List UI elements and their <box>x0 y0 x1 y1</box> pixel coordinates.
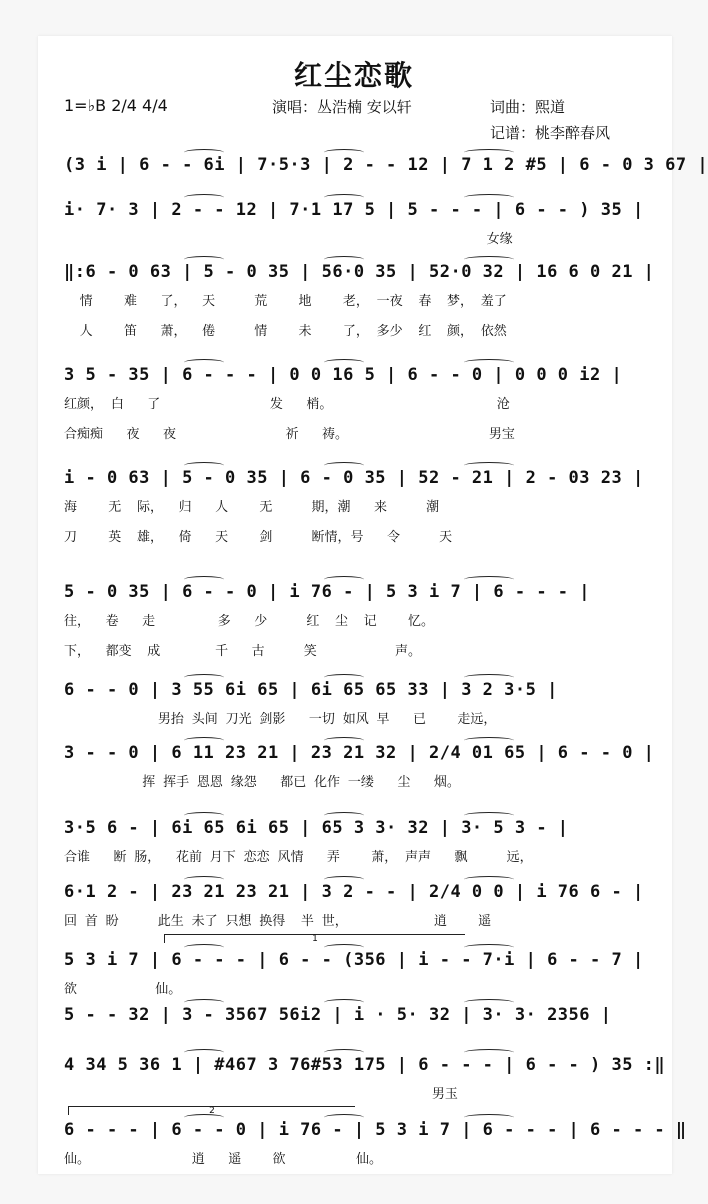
slur-arc <box>184 462 224 469</box>
notation: 3 - - 0 | 6 11 23 21 | 23 21 32 | 2/4 01 65 | 6 - - 0 | <box>64 743 655 763</box>
slur-arc <box>184 812 224 819</box>
slur-arc <box>324 999 364 1006</box>
notation: 5 3 i 7 | 6 - - - | 6 - - (356 | i - - 7·i | 6 - - 7 | <box>64 950 644 970</box>
slur-arc <box>464 1114 514 1121</box>
slur-arc <box>184 149 224 156</box>
slur-arc <box>464 359 514 366</box>
slur-arc <box>324 149 364 156</box>
slur-arc <box>464 462 514 469</box>
notation: 4 34 5 36 1 | #467 3 76#53 175 | 6 - - - | 6 - - ) 35 :‖ <box>64 1055 666 1075</box>
slur-arc <box>464 576 514 583</box>
slur-arc <box>184 576 224 583</box>
lyric-line: 挥 挥手 恩恩 缘怨 都已 化作 一缕 尘 烟。 <box>64 775 460 790</box>
slur-arc <box>464 1049 514 1056</box>
notation: 3·5 6 - | 6i 65 6i 65 | 65 3 3· 32 | 3· 5 3 - | <box>64 818 569 838</box>
slur-arc <box>464 812 514 819</box>
notation: 3 5 - 35 | 6 - - - | 0 0 16 5 | 6 - - 0 | 0 0 0 i2 | <box>64 365 623 385</box>
slur-arc <box>464 944 514 951</box>
slur-arc <box>324 462 364 469</box>
slur-arc <box>184 359 224 366</box>
slur-arc <box>464 194 514 201</box>
slur-arc <box>464 256 514 263</box>
slur-arc <box>464 149 514 156</box>
slur-arc <box>464 674 514 681</box>
key-signature: 1=♭B 2/4 4/4 <box>64 96 168 115</box>
slur-arc <box>324 737 364 744</box>
lyric-line: 女缘 <box>64 232 513 247</box>
lyric-line: 男抬 头间 刀光 剑影 一切 如风 早 已 走远， <box>64 712 497 727</box>
slur-arc <box>184 194 224 201</box>
notation: 6·1 2 - | 23 21 23 21 | 3 2 - - | 2/4 0 0 | i 76 6 - | <box>64 882 644 902</box>
notation: 6 - - 0 | 3 55 6i 65 | 6i 65 65 33 | 3 2 3·5 | <box>64 680 558 700</box>
volta-bracket-2: 2 <box>68 1106 355 1115</box>
slur-arc <box>464 737 514 744</box>
singers: 演唱：丛浩楠 安以轩 <box>272 98 412 116</box>
slur-arc <box>324 876 364 883</box>
lyric-line: 回 首 盼 此生 未了 只想 换得 半 世， 逍 遥 <box>64 914 492 929</box>
slur-arc <box>184 256 224 263</box>
notation: i· 7· 3 | 2 - - 12 | 7·1 17 5 | 5 - - - | 6 - - ) 35 | <box>64 200 644 220</box>
slur-arc <box>464 876 514 883</box>
slur-arc <box>324 1114 364 1121</box>
lyric-line: 合谁 断 肠， 花前 月下 恋恋 风情 弄 萧， 声声 飘 远， <box>64 850 533 865</box>
lyric-line: 男玉 <box>64 1087 458 1102</box>
lyric-line: 红颜， 白 了 发 梢。 沧 <box>64 397 510 412</box>
lyric-line: 海 无 际， 归 人 无 期，潮 来 潮 <box>64 500 440 515</box>
slur-arc <box>184 999 224 1006</box>
notation: ‖:6 - 0 63 | 5 - 0 35 | 56·0 35 | 52·0 32 | 16 6 0 21 | <box>64 262 655 282</box>
slur-arc <box>184 944 224 951</box>
slur-arc <box>464 999 514 1006</box>
transcriber: 记谱：桃李醉春风 <box>490 124 611 142</box>
lyric-line: 往， 卷 走 多 少 红 尘 记 忆。 <box>64 614 434 629</box>
volta-bracket-1: 1 <box>164 934 465 943</box>
lyric-line: 合痴痴 夜 夜 祈 祷。 男宝 <box>64 427 515 442</box>
lyric-line: 情 难 了， 天 荒 地 老， 一夜 春 梦， 羞了 <box>64 294 507 309</box>
slur-arc <box>324 194 364 201</box>
slur-arc <box>324 576 364 583</box>
notation: 5 - 0 35 | 6 - - 0 | i 76 - | 5 3 i 7 | 6 - - - | <box>64 582 591 602</box>
slur-arc <box>184 1114 224 1121</box>
slur-arc <box>184 1049 224 1056</box>
slur-arc <box>324 812 364 819</box>
slur-arc <box>184 737 224 744</box>
lyric-line: 刀 英 雄， 倚 天 剑 断情，号 令 天 <box>64 530 453 545</box>
notation: 6 - - - | 6 - - 0 | i 76 - | 5 3 i 7 | 6 - - - | 6 - - - ‖ <box>64 1120 687 1140</box>
composer: 词曲：熙道 <box>490 98 566 116</box>
lyric-line: 仙。 逍 遥 欲 仙。 <box>64 1152 382 1167</box>
lyric-line: 欲 仙。 <box>64 982 182 997</box>
lyric-line: 人 笛 萧， 倦 情 未 了， 多少 红 颜， 依然 <box>64 324 507 339</box>
slur-arc <box>324 674 364 681</box>
slur-arc <box>324 944 364 951</box>
slur-arc <box>184 674 224 681</box>
slur-arc <box>324 1049 364 1056</box>
notation: (3 i | 6 - - 6i | 7·5·3 | 2 - - 12 | 7 1 2 #5 | 6 - 0 3 67 | <box>64 155 708 175</box>
song-title: 红尘恋歌 <box>293 59 414 92</box>
notation: i - 0 63 | 5 - 0 35 | 6 - 0 35 | 52 - 21 | 2 - 03 23 | <box>64 468 644 488</box>
slur-arc <box>324 359 364 366</box>
lyric-line: 下， 都变 成 千 古 笑 声。 <box>64 644 421 659</box>
notation: 5 - - 32 | 3 - 3567 56i2 | i · 5· 32 | 3· 3· 2356 | <box>64 1005 612 1025</box>
slur-arc <box>184 876 224 883</box>
slur-arc <box>324 256 364 263</box>
